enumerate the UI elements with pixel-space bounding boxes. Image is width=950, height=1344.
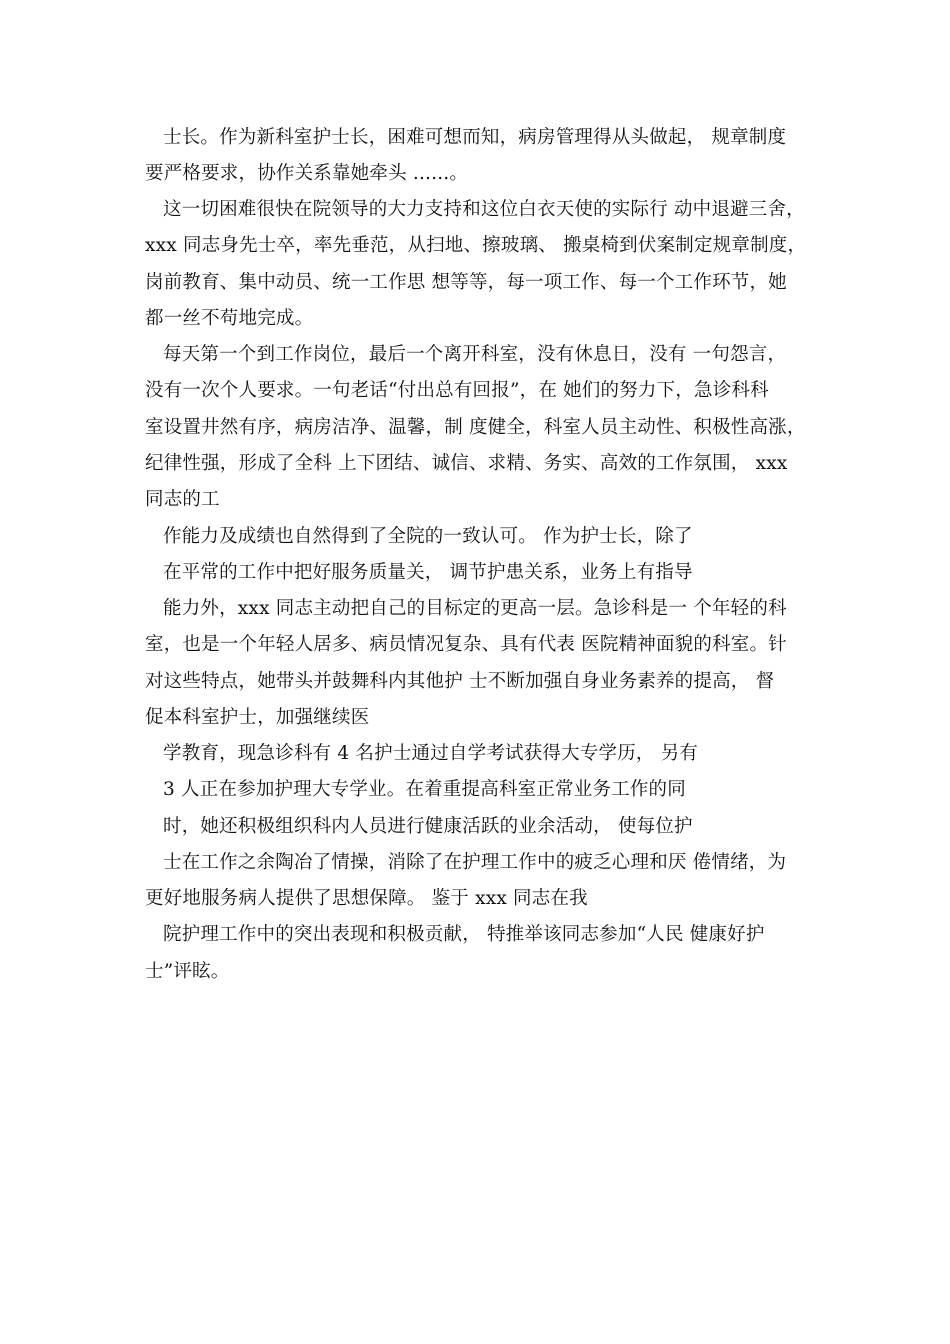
text-line: 室，也是一个年轻人居多、病员情况复杂、具有代表 医院精神面貌的科室。针	[145, 634, 787, 655]
text-line: 学教育，现急诊科有 4 名护士通过自学考试获得大专学历， 另有	[163, 743, 699, 764]
text-line: 这一切困难很快在院领导的大力支持和这位白衣天使的实际行 动中退避三舍，	[163, 199, 805, 220]
text-line: 时，她还积极组织科内人员进行健康活跃的业余活动， 使每位护	[163, 816, 693, 837]
text-line: 士长。作为新科室护士长，困难可想而知，病房管理得从头做起， 规章制度	[163, 127, 787, 148]
text-line: 要严格要求，协作关系靠她牵头 ......。	[145, 163, 469, 184]
text-line: 室设置井然有序，病房洁净、温馨，制 度健全，科室人员主动性、积极性高涨，	[145, 417, 806, 438]
text-line: 在平常的工作中把好服务质量关， 调节护患关系，业务上有指导	[163, 562, 693, 583]
text-line: 更好地服务病人提供了思想保障。 鉴于 xxx 同志在我	[145, 888, 588, 909]
text-line: 作能力及成绩也自然得到了全院的一致认可。 作为护士长，除了	[163, 526, 693, 547]
text-line: 都一丝不苟地完成。	[145, 308, 314, 329]
text-line: xxx 同志身先士卒，率先垂范，从扫地、擦玻璃、 搬桌椅到伏案制定规章制度，	[145, 235, 807, 256]
text-line: 每天第一个到工作岗位，最后一个离开科室，没有休息日，没有 一句怨言，	[163, 344, 787, 365]
text-line: 3 人正在参加护理大专学业。在着重提高科室正常业务工作的同	[163, 779, 686, 800]
text-line: 能力外，xxx 同志主动把自己的目标定的更高一层。急诊科是一 个年轻的科	[163, 598, 787, 619]
text-line: 士”评眩。	[145, 961, 230, 982]
text-line: 纪律性强，形成了全科 上下团结、诚信、求精、务实、高效的工作氛围， xxx	[145, 453, 788, 474]
text-line: 促本科室护士，加强继续医	[145, 707, 370, 728]
text-line: 同志的工	[145, 489, 220, 510]
text-line: 士在工作之余陶冶了情操，消除了在护理工作中的疲乏心理和厌 倦情绪，为	[163, 852, 787, 873]
text-line: 没有一次个人要求。一句老话“付出总有回报”，在 她们的努力下，急诊科科	[145, 380, 769, 401]
text-line: 岗前教育、集中动员、统一工作思 想等等，每一项工作、每一个工作环节，她	[145, 272, 787, 293]
text-line: 对这些特点，她带头并鼓舞科内其他护 士不断加强自身业务素养的提高， 督	[145, 671, 775, 692]
text-line: 院护理工作中的突出表现和积极贡献， 特推举该同志参加“人民 健康好护	[163, 924, 765, 945]
